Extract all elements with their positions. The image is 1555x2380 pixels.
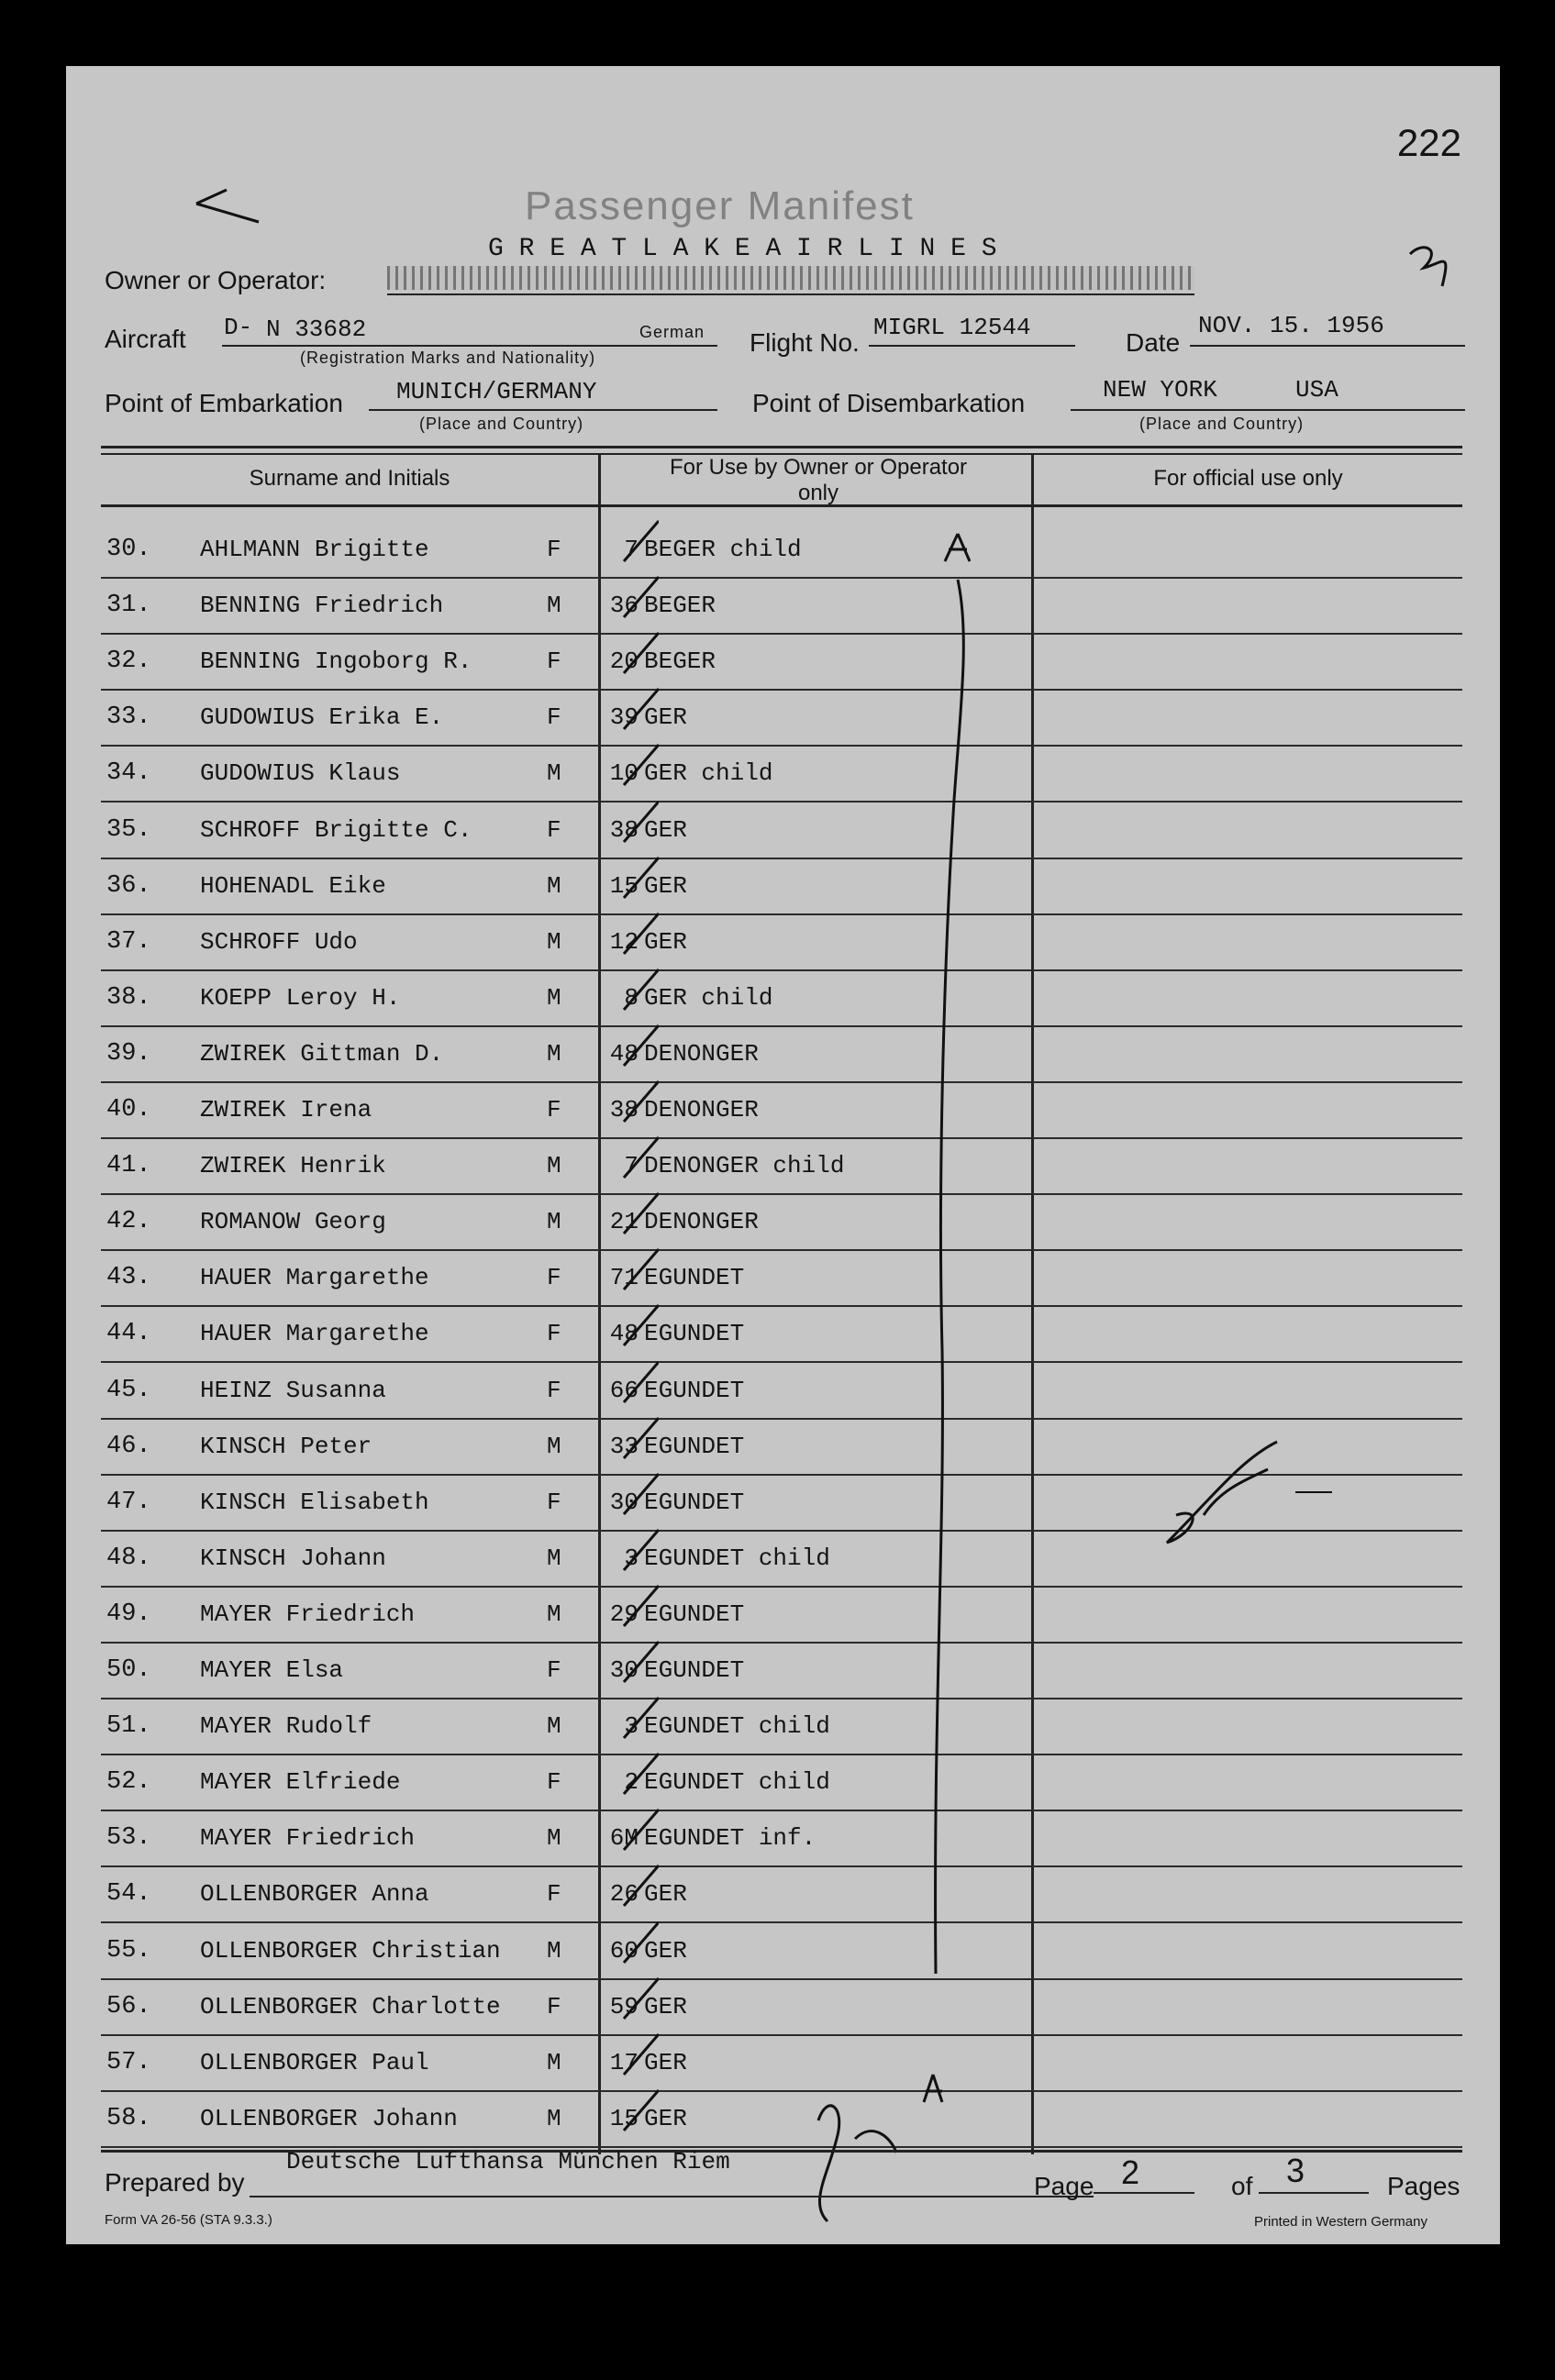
row-number: 57. — [106, 2048, 151, 2076]
passenger-name: MAYER Rudolf — [200, 1712, 372, 1741]
embarkation-label: Point of Embarkation — [105, 389, 343, 417]
passenger-sex: F — [547, 1096, 561, 1124]
table-row — [101, 1644, 1462, 1699]
check-mark-icon — [622, 739, 659, 798]
check-mark-icon — [622, 1356, 659, 1415]
check-mark-icon — [622, 1917, 659, 1976]
table-row — [101, 2036, 1462, 2092]
passenger-sex: M — [547, 1544, 561, 1572]
check-mark-icon — [622, 1244, 659, 1302]
row-number: 41. — [106, 1152, 151, 1180]
struck-text — [387, 266, 1194, 290]
table-row — [101, 1027, 1462, 1083]
check-mark-icon — [622, 1973, 659, 2031]
passenger-sex: F — [547, 1768, 561, 1797]
operator-note: GER — [644, 927, 687, 956]
check-mark-icon — [622, 1524, 659, 1583]
table-row — [101, 523, 1462, 579]
passenger-age: 38 — [609, 1096, 639, 1124]
passenger-sex: M — [547, 759, 561, 788]
passenger-name: HOHENADL Eike — [200, 871, 386, 900]
row-number: 50. — [106, 1656, 151, 1684]
row-number: 53. — [106, 1824, 151, 1853]
table-row — [101, 691, 1462, 747]
pages-label: Pages — [1387, 2172, 1461, 2200]
operator-note: GER — [644, 1880, 687, 1909]
check-mark-icon — [622, 1468, 659, 1527]
passenger-sex: F — [547, 1656, 561, 1684]
check-mark-icon — [622, 1300, 659, 1358]
operator-note: EGUNDET — [644, 1432, 745, 1460]
table-row — [101, 1588, 1462, 1644]
passenger-sex: M — [547, 1712, 561, 1741]
operator-note: GER child — [644, 983, 773, 1012]
passenger-sex: M — [547, 1600, 561, 1628]
operator-note: EGUNDET — [644, 1376, 745, 1404]
row-number: 54. — [106, 1880, 151, 1909]
passenger-sex: F — [547, 648, 561, 676]
row-number: 43. — [106, 1264, 151, 1292]
passenger-name: MAYER Friedrich — [200, 1600, 416, 1628]
row-number: 51. — [106, 1712, 151, 1741]
passenger-age: 10 — [609, 759, 639, 788]
row-number: 44. — [106, 1320, 151, 1348]
operator-label: Owner or Operator: — [105, 266, 327, 294]
table-row — [101, 803, 1462, 859]
row-number: 40. — [106, 1096, 151, 1124]
passenger-name: OLLENBORGER Paul — [200, 2048, 429, 2076]
row-number: 35. — [106, 815, 151, 844]
table-row — [101, 1755, 1462, 1811]
passenger-age: 60 — [609, 1936, 639, 1965]
flight-label: Flight No. — [750, 328, 860, 357]
form-title: Passenger Manifest — [525, 183, 915, 228]
passenger-age: 12 — [609, 927, 639, 956]
table-row — [101, 1980, 1462, 2036]
row-number: 56. — [106, 1992, 151, 2020]
passenger-sex: F — [547, 536, 561, 563]
passenger-name: GUDOWIUS Klaus — [200, 759, 401, 788]
table-row — [101, 971, 1462, 1027]
prepared-value: Deutsche Lufthansa München Riem — [286, 2148, 730, 2175]
check-mark-icon — [622, 908, 659, 967]
passenger-age: 2 — [624, 1768, 639, 1797]
check-mark-icon — [622, 1636, 659, 1695]
passenger-name: OLLENBORGER Johann — [200, 2104, 458, 2132]
passenger-age: 3 — [624, 1544, 639, 1572]
check-mark-icon — [622, 627, 659, 686]
operator-note: DENONGER — [644, 1096, 759, 1124]
passenger-name: KINSCH Johann — [200, 1544, 386, 1572]
row-number: 32. — [106, 648, 151, 676]
passenger-age: 17 — [609, 2048, 639, 2076]
table-row — [101, 1811, 1462, 1867]
check-mark-icon — [622, 1076, 659, 1135]
form-id: Form VA 26-56 (STA 9.3.3.) — [105, 2212, 272, 2228]
table-row — [101, 859, 1462, 915]
passenger-name: ZWIREK Irena — [200, 1096, 372, 1124]
embarkation-sublabel: (Place and Country) — [419, 415, 584, 433]
passenger-name: OLLENBORGER Anna — [200, 1880, 429, 1909]
disembarkation-country: USA — [1295, 376, 1338, 404]
passenger-sex: M — [547, 1152, 561, 1180]
row-number: 42. — [106, 1208, 151, 1236]
passenger-name: MAYER Elsa — [200, 1656, 344, 1684]
operator-note: EGUNDET — [644, 1600, 745, 1628]
passenger-age: 36 — [609, 592, 639, 620]
row-number: 30. — [106, 536, 151, 563]
table-row — [101, 915, 1462, 971]
passenger-sex: F — [547, 1880, 561, 1909]
check-mark-icon — [622, 1412, 659, 1471]
passenger-age: 6M — [609, 1824, 639, 1853]
passenger-age: 3 — [624, 1712, 639, 1741]
passenger-name: HEINZ Susanna — [200, 1376, 386, 1404]
passenger-name: KOEPP Leroy H. — [200, 983, 401, 1012]
table-row — [101, 747, 1462, 803]
date-label: Date — [1126, 328, 1181, 357]
row-number: 45. — [106, 1376, 151, 1404]
table-row — [101, 1083, 1462, 1139]
passenger-name: GUDOWIUS Erika E. — [200, 703, 444, 732]
row-number: 52. — [106, 1768, 151, 1797]
flight-number: MIGRL 12544 — [873, 314, 1031, 341]
row-number: 37. — [106, 927, 151, 956]
passenger-sex: M — [547, 1936, 561, 1965]
operator-note: GER — [644, 1936, 687, 1965]
passenger-age: 66 — [609, 1376, 639, 1404]
passenger-age: 39 — [609, 703, 639, 732]
passenger-sex: M — [547, 871, 561, 900]
operator-note: DENONGER — [644, 1039, 759, 1068]
table-row — [101, 1924, 1462, 1980]
check-mark-icon — [622, 1188, 659, 1246]
passenger-sex: F — [547, 1320, 561, 1348]
check-mark-icon — [622, 1860, 659, 1919]
disembarkation-city: NEW YORK — [1103, 376, 1217, 404]
operator-note: GER — [644, 2048, 687, 2076]
aircraft-label: Aircraft — [105, 325, 186, 353]
operator-note: GER — [644, 871, 687, 900]
operator-note: DENONGER — [644, 1208, 759, 1236]
row-number: 39. — [106, 1039, 151, 1068]
passenger-sex: M — [547, 1824, 561, 1853]
passenger-sex: M — [547, 927, 561, 956]
passenger-name: BENNING Ingoborg R. — [200, 648, 472, 676]
check-mark-icon — [622, 796, 659, 855]
passenger-age: 48 — [609, 1320, 639, 1348]
check-mark-icon — [622, 1132, 659, 1190]
check-mark-icon — [622, 2029, 659, 2087]
aircraft-registration: N 33682 — [266, 315, 367, 343]
table-row — [101, 1364, 1462, 1420]
passenger-name: KINSCH Elisabeth — [200, 1488, 429, 1516]
passenger-age: 48 — [609, 1039, 639, 1068]
passenger-sex: M — [547, 592, 561, 620]
passenger-sex: F — [547, 1992, 561, 2020]
table-row — [101, 1307, 1462, 1363]
passenger-age: 15 — [609, 871, 639, 900]
aircraft-sublabel: (Registration Marks and Nationality) — [300, 349, 596, 367]
operator-note: GER — [644, 2104, 687, 2132]
disembarkation-sublabel: (Place and Country) — [1139, 415, 1305, 433]
passenger-name: SCHROFF Udo — [200, 927, 358, 956]
operator-note: GER child — [644, 759, 773, 788]
row-number: 49. — [106, 1600, 151, 1628]
passenger-name: ZWIREK Henrik — [200, 1152, 386, 1180]
aircraft-prefix: D- — [224, 314, 253, 341]
row-number: 47. — [106, 1488, 151, 1516]
of-label: of — [1231, 2172, 1253, 2200]
operator-note: EGUNDET child — [644, 1712, 830, 1741]
page-label: Page — [1034, 2172, 1094, 2200]
aircraft-nationality: German — [639, 323, 705, 341]
passenger-name: MAYER Friedrich — [200, 1824, 416, 1853]
table-row — [101, 1476, 1462, 1532]
passenger-sex: F — [547, 815, 561, 844]
passenger-sex: M — [547, 1432, 561, 1460]
table-row — [101, 635, 1462, 691]
check-mark-icon — [622, 571, 659, 630]
table-row — [101, 1867, 1462, 1923]
operator-note: EGUNDET inf. — [644, 1824, 816, 1853]
passenger-sex: F — [547, 703, 561, 732]
operator-note: EGUNDET — [644, 1488, 745, 1516]
check-mark-icon — [622, 1804, 659, 1863]
passenger-age: 71 — [609, 1264, 639, 1292]
row-number: 55. — [106, 1936, 151, 1965]
row-number: 36. — [106, 871, 151, 900]
passenger-age: 20 — [609, 648, 639, 676]
passenger-name: SCHROFF Brigitte C. — [200, 815, 472, 844]
passenger-age: 8 — [624, 983, 639, 1012]
check-mark-icon — [622, 852, 659, 911]
disembarkation-label: Point of Disembarkation — [752, 389, 1026, 417]
row-number: 58. — [106, 2104, 151, 2132]
passenger-sex: M — [547, 983, 561, 1012]
table-row — [101, 1532, 1462, 1588]
date-value: NOV. 15. 1956 — [1198, 312, 1384, 339]
passenger-name: AHLMANN Brigitte — [200, 536, 429, 563]
of-value: 3 — [1286, 2152, 1305, 2189]
table-row — [101, 1251, 1462, 1307]
check-mark-icon — [622, 1692, 659, 1751]
table-row — [101, 2092, 1462, 2148]
passenger-sex: M — [547, 2048, 561, 2076]
operator-note: BEGER — [644, 592, 716, 620]
passenger-sex: F — [547, 1488, 561, 1516]
table-row — [101, 579, 1462, 635]
check-mark-icon — [622, 683, 659, 742]
passenger-age: 26 — [609, 1880, 639, 1909]
operator-note: EGUNDET — [644, 1264, 745, 1292]
passenger-age: 30 — [609, 1488, 639, 1516]
table-row — [101, 1195, 1462, 1251]
row-number: 46. — [106, 1432, 151, 1460]
passenger-age: 7 — [624, 1152, 639, 1180]
passenger-name: ZWIREK Gittman D. — [200, 1039, 444, 1068]
passenger-age: 59 — [609, 1992, 639, 2020]
embarkation-value: MUNICH/GERMANY — [396, 378, 597, 405]
check-mark-icon — [622, 515, 659, 574]
passenger-name: BENNING Friedrich — [200, 592, 444, 620]
passenger-age: 38 — [609, 815, 639, 844]
operator-note: EGUNDET — [644, 1320, 745, 1348]
check-mark-icon — [622, 2085, 659, 2143]
table-row — [101, 1699, 1462, 1755]
passenger-sex: M — [547, 1039, 561, 1068]
operator-note: BEGER — [644, 648, 716, 676]
check-mark-icon — [622, 1580, 659, 1639]
passenger-age: 29 — [609, 1600, 639, 1628]
operator-note: GER — [644, 815, 687, 844]
passenger-age: 15 — [609, 2104, 639, 2132]
manifest-sheet — [66, 66, 1500, 2244]
operator-note: GER — [644, 1992, 687, 2020]
passenger-sex: M — [547, 2104, 561, 2132]
check-mark-icon — [622, 1748, 659, 1807]
passenger-sex: M — [547, 1208, 561, 1236]
table-row — [101, 1420, 1462, 1476]
operator-note: GER — [644, 703, 687, 732]
printed-note: Printed in Western Germany — [1254, 2214, 1427, 2230]
operator-value: G R E A T L A K E A I R L I N E S — [488, 235, 997, 263]
passenger-name: HAUER Margarethe — [200, 1264, 429, 1292]
passenger-age: 30 — [609, 1656, 639, 1684]
row-number: 34. — [106, 759, 151, 788]
operator-note: BEGER child — [644, 536, 802, 563]
col-surname: Surname and Initials — [249, 466, 450, 491]
passenger-age: 21 — [609, 1208, 639, 1236]
check-mark-icon — [622, 1020, 659, 1079]
prepared-label: Prepared by — [105, 2168, 245, 2197]
operator-note: EGUNDET — [644, 1656, 745, 1684]
row-number: 31. — [106, 592, 151, 620]
page-number: 222 — [1396, 121, 1461, 164]
passenger-name: OLLENBORGER Charlotte — [200, 1992, 501, 2020]
table-row — [101, 1139, 1462, 1195]
operator-note: DENONGER child — [644, 1152, 845, 1180]
row-number: 48. — [106, 1544, 151, 1572]
passenger-name: ROMANOW Georg — [200, 1208, 386, 1236]
col-owner-use: For Use by Owner or Operator only — [669, 455, 968, 505]
passenger-age: 7 — [624, 536, 639, 563]
check-mark-icon — [622, 964, 659, 1023]
row-number: 38. — [106, 983, 151, 1012]
passenger-age: 33 — [609, 1432, 639, 1460]
passenger-sex: F — [547, 1264, 561, 1292]
col-official-use: For official use only — [1153, 466, 1343, 491]
passenger-sex: F — [547, 1376, 561, 1404]
operator-note: EGUNDET child — [644, 1768, 830, 1797]
page-value: 2 — [1121, 2153, 1140, 2191]
passenger-name: OLLENBORGER Christian — [200, 1936, 501, 1965]
operator-note: EGUNDET child — [644, 1544, 830, 1572]
passenger-name: HAUER Margarethe — [200, 1320, 429, 1348]
passenger-name: MAYER Elfriede — [200, 1768, 401, 1797]
passenger-name: KINSCH Peter — [200, 1432, 372, 1460]
row-number: 33. — [106, 703, 151, 732]
